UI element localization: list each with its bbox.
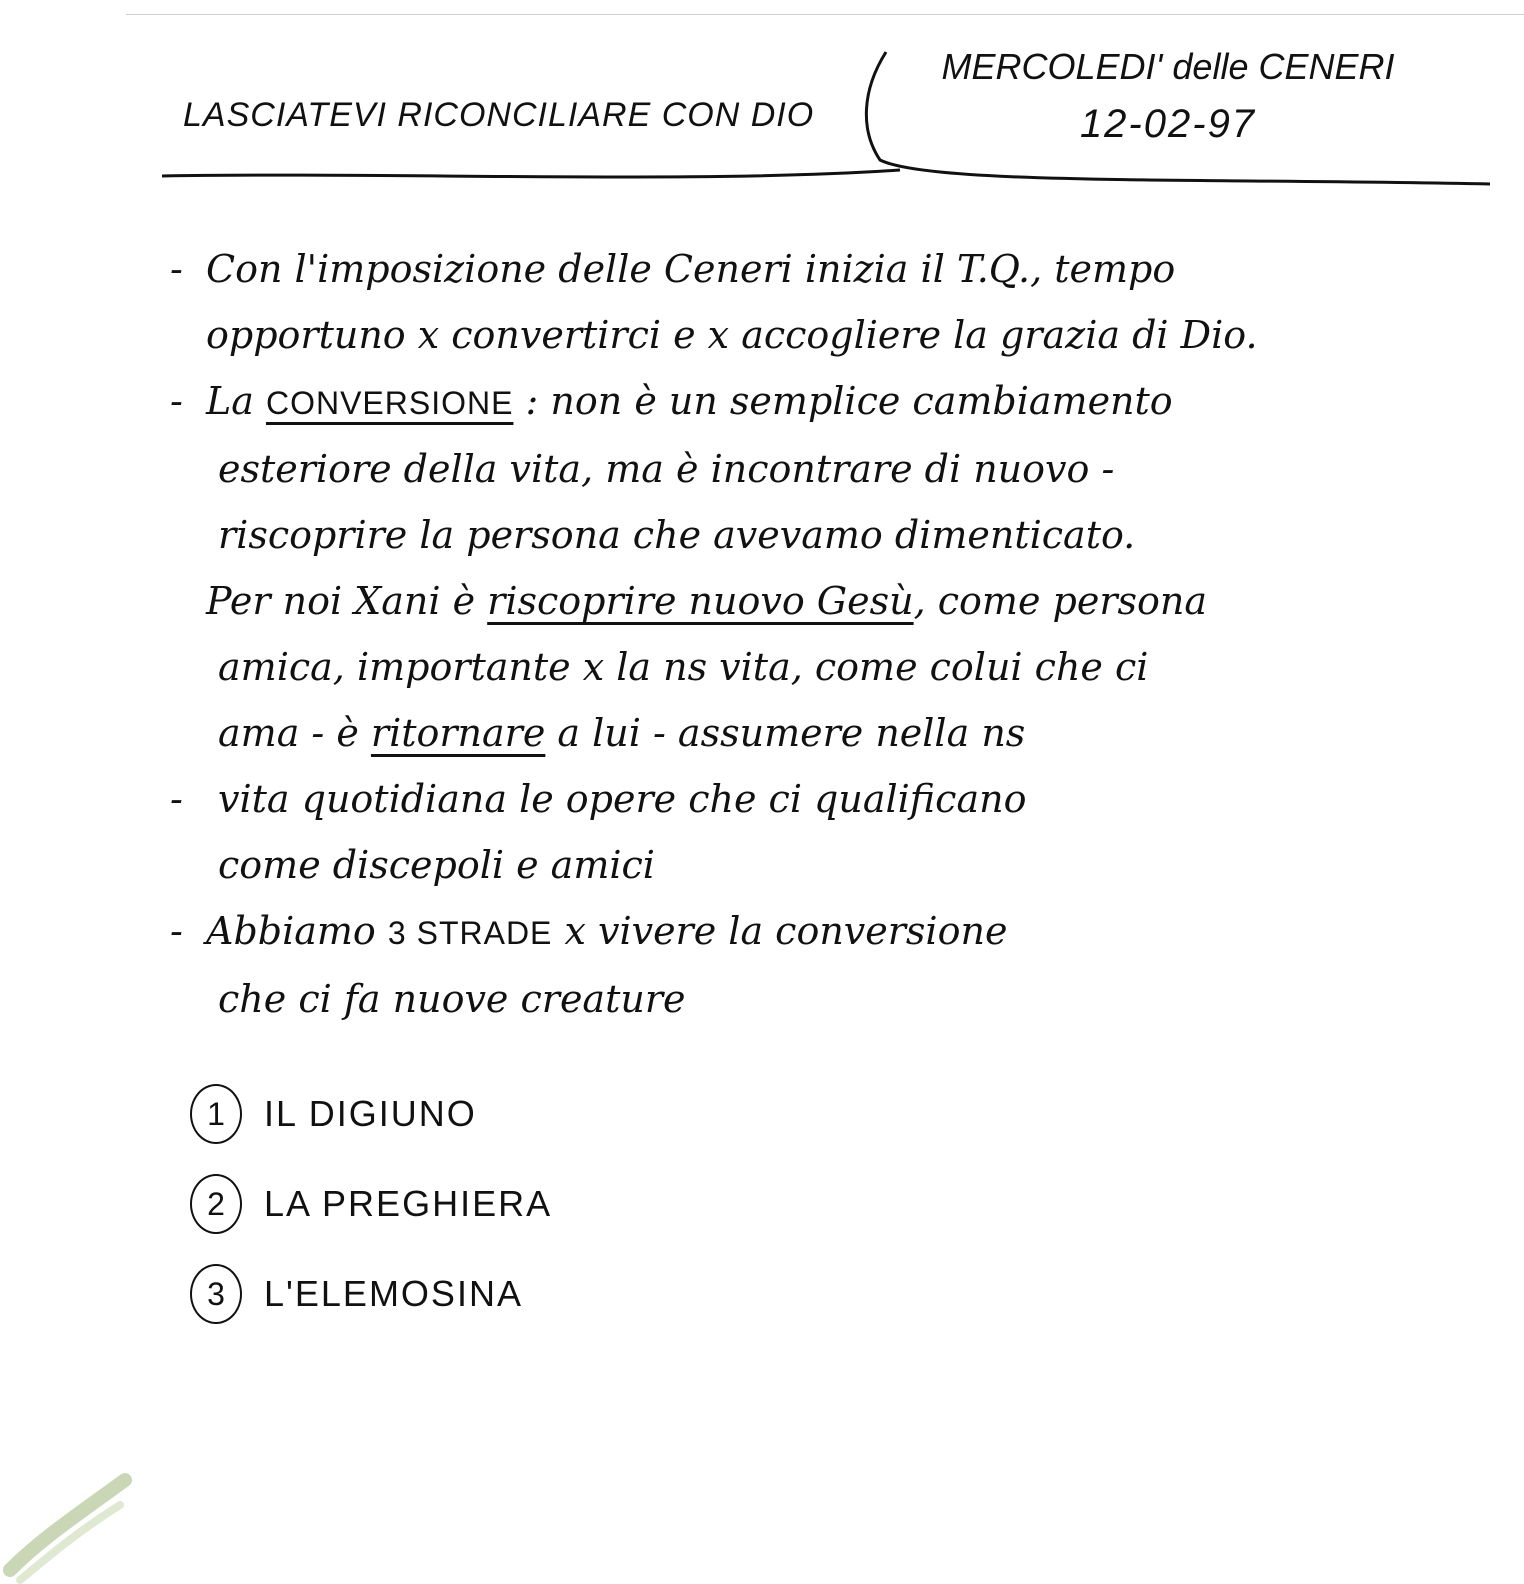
date-occasion: MERCOLEDI' delle CENERI bbox=[941, 46, 1395, 87]
note-line-rest: x vivere la conversione bbox=[552, 909, 1008, 953]
page-title: LASCIATEVI RICONCILIARE CON DIO bbox=[183, 96, 815, 134]
circled-number: 2 bbox=[190, 1174, 242, 1234]
note-line bbox=[206, 700, 1490, 766]
list-item bbox=[190, 1172, 552, 1236]
note-lead: Abbiamo bbox=[206, 909, 388, 953]
note-item bbox=[170, 368, 1490, 766]
circled-number: 3 bbox=[190, 1264, 242, 1324]
green-ink-smudge bbox=[0, 1420, 140, 1584]
keyword-ritornare: ritornare bbox=[370, 711, 546, 755]
note-line bbox=[206, 568, 1490, 634]
note-line: esteriore della vita, ma è incontrare di nuovo - bbox=[218, 447, 1115, 491]
note-line: come discepoli e amici bbox=[218, 843, 655, 887]
note-line: che ci fa nuove creature bbox=[218, 977, 686, 1021]
keyword-riscoprire: riscoprire nuovo Gesù bbox=[487, 579, 914, 623]
note-line bbox=[206, 368, 1490, 436]
date-block bbox=[918, 46, 1418, 147]
keyword-conversione: CONVERSIONE bbox=[265, 385, 514, 421]
note-item bbox=[170, 766, 1490, 898]
date-value: 12-02-97 bbox=[1079, 102, 1257, 146]
list-item bbox=[190, 1262, 552, 1326]
note-line-rest: : non è un semplice cambiamento bbox=[525, 379, 1173, 423]
note-lead: La bbox=[206, 379, 266, 423]
bullet-dash: - bbox=[170, 777, 183, 821]
note-line: opportuno x convertirci e x accogliere la grazia di Dio. bbox=[206, 313, 1258, 357]
sentence-lead: Per noi Xani è bbox=[206, 579, 488, 623]
road-label: L'ELEMOSINA bbox=[264, 1273, 523, 1314]
circled-number: 1 bbox=[190, 1084, 242, 1144]
notes-body bbox=[170, 236, 1490, 1032]
header-underline bbox=[162, 170, 900, 177]
note-line: Con l'imposizione delle Ceneri inizia il T.Q., tempo bbox=[206, 247, 1176, 291]
note-item bbox=[170, 898, 1490, 1032]
note-line bbox=[206, 898, 1490, 966]
roads-list bbox=[190, 1082, 552, 1352]
bullet-dash: - bbox=[170, 247, 183, 291]
note-line: vita quotidiana le opere che ci qualificano bbox=[218, 777, 1027, 821]
road-label: IL DIGIUNO bbox=[264, 1093, 477, 1134]
list-item bbox=[190, 1082, 552, 1146]
return-rest: a lui - assumere nella ns bbox=[545, 711, 1026, 755]
return-lead: ama - è bbox=[218, 711, 371, 755]
note-item bbox=[170, 236, 1490, 368]
keyword-strade: 3 STRADE bbox=[387, 915, 553, 951]
sentence-rest: , come persona bbox=[913, 579, 1208, 623]
note-line: riscoprire la persona che avevamo dimenticato. bbox=[218, 513, 1136, 557]
bullet-dash: - bbox=[170, 909, 183, 953]
road-label: LA PREGHIERA bbox=[264, 1183, 553, 1224]
bullet-dash: - bbox=[170, 379, 183, 423]
note-line: amica, importante x la ns vita, come colui che ci bbox=[218, 645, 1149, 689]
